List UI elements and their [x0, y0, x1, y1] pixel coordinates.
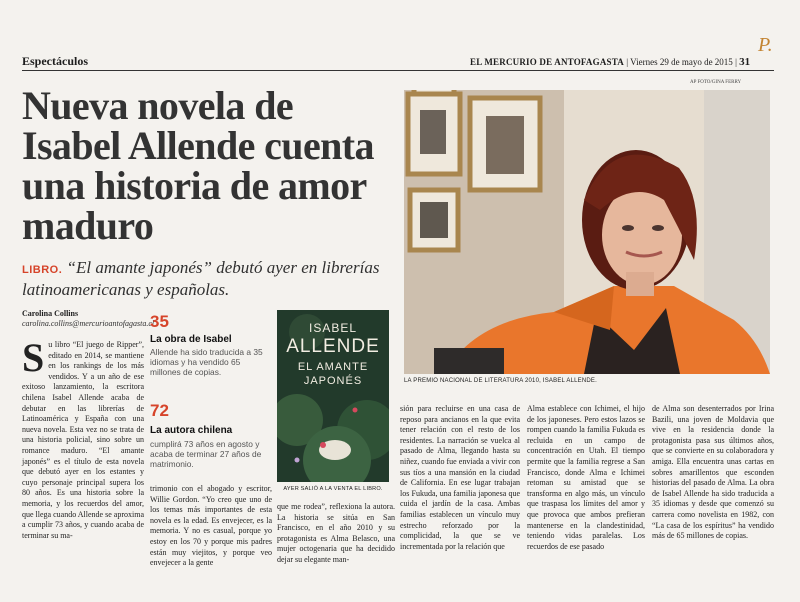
- cover-title-line-2: JAPONÉS: [303, 375, 363, 387]
- article-column-4: sión para recluirse en una casa de reposo para ancianos en la que evita tener relación con el resto de los residentes. La narración se vuelca al pasado de Alma, llegando hasta su niñez, cuando fue enviada a vivir con sus tíos a una mansión en la ciudad de California. En ese lugar trabajan los Fukuda, una familia japonesa que cuida el jardín de la casa. Ambas familias establecen un vínculo muy estrecho reforzado por la complicidad, la que se ve incrementada por la relación que: [400, 404, 520, 551]
- column-text: u libro “El juego de Ripper”, editado en 2014, se mantiene en los rankings de los más vendidos. Y a un año de ese exitoso lanzamiento, la escritora chilena Isabel Allende acaba de debutar en las librerías de Latinoamérica y España con una nueva novela. Esta vez no se trata de una historia policial, sino sobre un romance maduro. “El amante japonés” es el título de esta novela que debutó ayer en los estantes y cuyo personaje principal supera los 80 años. Es una historia sobre la memoria, y los recuerdos del amor, que llega cuando Allende se aproxima a cumplir 73 años, y cuando acaba de terminar su ma-: [22, 340, 144, 540]
- stat-text: Allende ha sido traducida a 35 idiomas y ha vendido 65 millones de copias.: [150, 347, 263, 377]
- stat-text: cumplirá 73 años en agosto y acaba de terminar 27 años de matrimonio.: [150, 439, 262, 469]
- stat-title: La autora chilena: [150, 425, 233, 436]
- separator: |: [735, 57, 740, 67]
- publication-date: Viernes 29 de mayo de 2015: [630, 57, 733, 67]
- byline-name: Carolina Collins: [22, 309, 79, 318]
- article-column-2: trimonio con el abogado y escritor, Willie Gordon. “Yo creo que uno de los temas más importantes de esta novela es la edad. Es envejecer, es la memoria. Y no es casual, porque yo estoy en los 70 y porque mis padres están muy viejitos, y porque veo envejecer a la gente: [150, 484, 272, 568]
- author-portrait-illustration: [404, 90, 770, 374]
- photo-caption: LA PREMIO NACIONAL DE LITERATURA 2010, ISABEL ALLENDE.: [404, 378, 597, 384]
- cover-author-first: ISABEL: [308, 321, 358, 335]
- deck: [22, 258, 392, 300]
- cover-caption: AYER SALIÓ A LA VENTA EL LIBRO.: [283, 486, 383, 492]
- article-column-3: que me rodea”, reflexiona la autora. La historia se sitúa en San Francisco, en el año 2010 y su protagonista es Alma Belasco, una mujer octogenaria que ha decidido dejar su elegante man-: [277, 502, 395, 564]
- article-column-1: [22, 335, 144, 541]
- book-cover: [277, 310, 389, 482]
- deck-text: “El amante japonés” debutó ayer en librerías latinoamericanas y españolas.: [22, 258, 380, 299]
- header-divider: [22, 70, 774, 71]
- article-column-6: de Alma son desenterrados por Irina Bazili, una joven de Moldavia que vive en la residencia donde la protagonista pasa sus últimos años, que se convierte en su colaboradora y amiga. Ella encuentra unas cartas en sobres amarillentos que esconden historias del pasado de Alma. La obra de Isabel Allende ha sido traducida a 35 idiomas y desde que comenzó su carrera como novelista en 1982, con “La casa de los espíritus” ha vendido más de 65 millones de copias.: [652, 404, 774, 541]
- book-cover-art: [277, 310, 389, 482]
- byline: [22, 309, 154, 329]
- cover-author-last: ALLENDE: [286, 336, 380, 357]
- stat-title: La obra de Isabel: [150, 334, 232, 345]
- publication-name: EL MERCURIO DE ANTOFAGASTA: [470, 57, 624, 67]
- headline: Nueva novela de Isabel Allende cuenta una historia de amor maduro: [22, 83, 374, 248]
- masthead: [470, 56, 750, 68]
- cover-title-line-1: EL AMANTE: [297, 361, 369, 373]
- separator: |: [626, 57, 631, 67]
- drop-cap: S: [22, 335, 45, 380]
- byline-email: carolina.collins@mercurioantofagasta.cl: [22, 319, 155, 328]
- section-label: Espectáculos: [22, 54, 88, 68]
- stat-number: 72: [150, 401, 169, 420]
- kicker: LIBRO.: [22, 264, 63, 276]
- handwritten-mark: P.: [758, 34, 773, 56]
- stat-number: 35: [150, 312, 169, 331]
- photo-credit: AP FOTO/GINA FERRY: [690, 80, 742, 85]
- article-column-5: Alma establece con Ichimei, el hijo de los japoneses. Pero estos lazos se rompen cuando la familia Fukuda es recluida en un campo de concentración en Utah. El tiempo permite que la familia regrese a San Francisco, donde Alma e Ichimei retoman su amistad que se transforma en algo más, un vínculo que traspasa los límites del amor y que provoca que ambos prefieran mantenerse en la clandestinidad, teniendo vidas paralelas. Los recuerdos de ese pasado: [527, 404, 645, 551]
- page-number: 31: [739, 56, 751, 68]
- author-photo: [404, 90, 770, 374]
